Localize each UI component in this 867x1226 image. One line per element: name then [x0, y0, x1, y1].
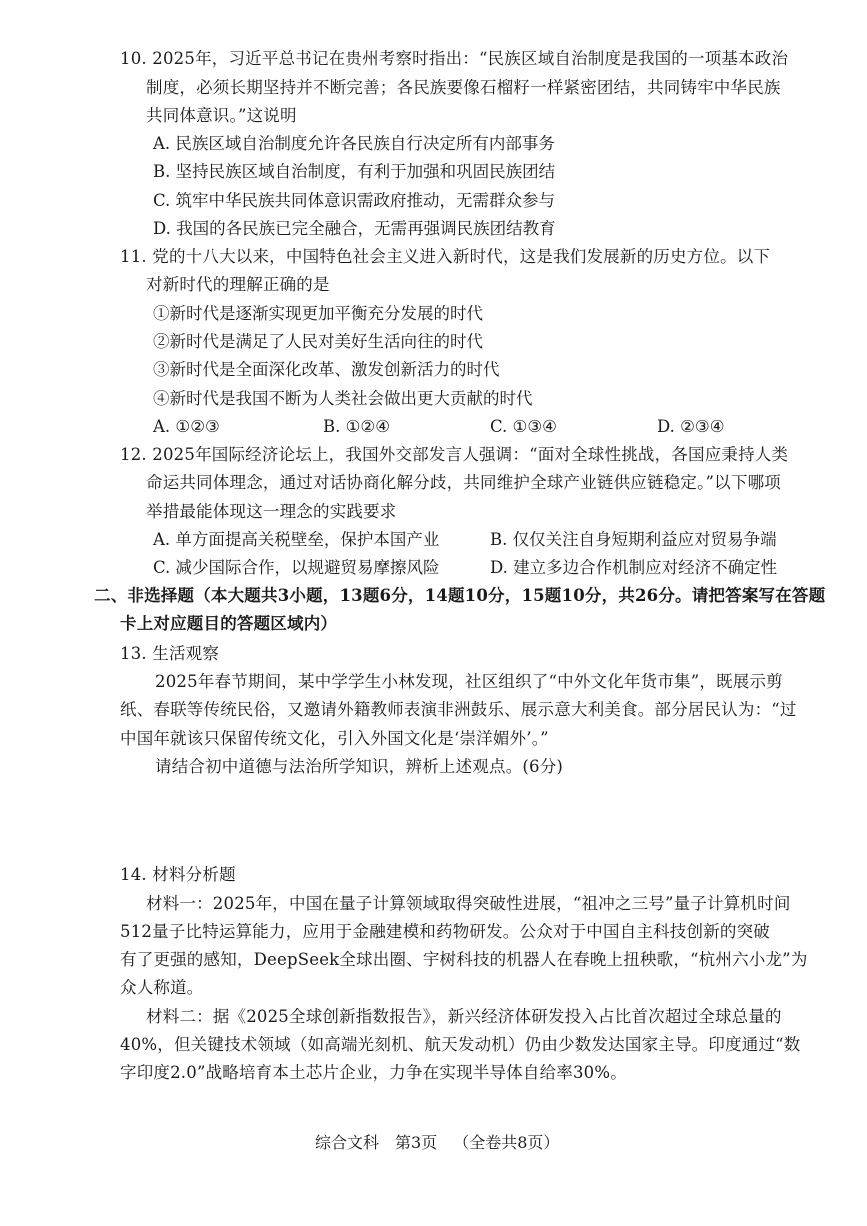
question-12-option-b: B. 仅仅关注自身短期利益应对贸易争端 — [490, 530, 777, 549]
question-13-material-line-3: 中国年就该只保留传统文化，引入外国文化是‘崇洋媚外’。” — [120, 729, 549, 748]
question-12-line-2: 命运共同体理念，通过对话协商化解分歧，共同维护全球产业链供应链稳定。”以下哪项 — [146, 473, 781, 492]
question-11-line-2: 对新时代的理解正确的是 — [146, 275, 330, 294]
question-10-option-a: A. 民族区域自治制度允许各民族自行决定所有内部事务 — [153, 134, 555, 153]
question-12-line-1: 12. 2025年国际经济论坛上，我国外交部发言人强调：“面对全球性挑战，各国应秉持人类 — [120, 445, 789, 464]
question-12-option-c: C. 减少国际合作，以规避贸易摩擦风险 — [153, 558, 440, 577]
page-footer — [315, 1132, 575, 1154]
footer-page-number: 第3页 — [395, 1133, 438, 1152]
question-14-material-1-line-3: 有了更强的感知，DeepSeek全球出圈、宇树科技的机器人在春晚上扭秧歌，“杭州六小龙”为 — [120, 950, 808, 969]
question-10-line-1: 10. 2025年，习近平总书记在贵州考察时指出：“民族区域自治制度是我国的一项基本政治 — [120, 49, 789, 68]
footer-subject: 综合文科 — [315, 1133, 380, 1152]
question-14-material-2-line-2: 40%，但关键技术领域（如高端光刻机、航天发动机）仍由少数发达国家主导。印度通过“数 — [120, 1035, 801, 1054]
question-13-material-line-2: 纸、春联等传统民俗，又邀请外籍教师表演非洲鼓乐、展示意大利美食。部分居民认为：“过 — [120, 700, 797, 719]
question-14-material-1-line-2: 512量子比特运算能力，应用于金融建模和药物研发。公众对于中国自主科技创新的突破 — [120, 922, 770, 941]
question-12-line-3: 举措最能体现这一理念的实践要求 — [146, 502, 397, 521]
question-14-title: 14. 材料分析题 — [120, 865, 236, 884]
question-10-option-b: B. 坚持民族区域自治制度，有利于加强和巩固民族团结 — [153, 162, 556, 181]
question-11-statement-3: ③新时代是全面深化改革、激发创新活力的时代 — [153, 360, 500, 379]
section-2-heading-line-1: 二、非选择题（本大题共3小题，13题6分，14题10分，15题10分，共26分。请把答案写在答题 — [94, 586, 826, 605]
question-12-option-a: A. 单方面提高关税壁垒，保护本国产业 — [153, 530, 440, 549]
question-11-option-a: A. ①②③ — [153, 417, 220, 436]
question-11-option-d: D. ②③④ — [657, 417, 725, 436]
question-12-option-d: D. 建立多边合作机制应对经济不确定性 — [490, 558, 778, 577]
question-10-option-c: C. 筑牢中华民族共同体意识需政府推动，无需群众参与 — [153, 191, 556, 210]
question-11-option-b: B. ①②④ — [323, 417, 390, 436]
question-11-option-c: C. ①③④ — [490, 417, 557, 436]
question-13-prompt: 请结合初中道德与法治所学知识，辨析上述观点。(6分) — [155, 757, 564, 776]
question-10-line-3: 共同体意识。”这说明 — [146, 106, 297, 125]
question-13-title: 13. 生活观察 — [120, 644, 220, 663]
question-11-line-1: 11. 党的十八大以来，中国特色社会主义进入新时代，这是我们发展新的历史方位。以下 — [120, 247, 771, 266]
question-10-option-d: D. 我国的各民族已完全融合，无需再强调民族团结教育 — [153, 219, 556, 238]
question-14-material-2-line-1: 材料二：据《2025全球创新指数报告》，新兴经济体研发投入占比首次超过全球总量的 — [146, 1007, 782, 1026]
question-11-statement-2: ②新时代是满足了人民对美好生活向往的时代 — [153, 332, 483, 351]
question-14-material-1-line-1: 材料一：2025年，中国在量子计算领域取得突破性进展，“祖冲之三号”量子计算机时间 — [146, 894, 791, 913]
question-14-material-2-line-3: 字印度2.0”战略培育本土芯片企业，力争在实现半导体自给率30%。 — [120, 1063, 627, 1082]
question-13-material-line-1: 2025年春节期间，某中学学生小林发现，社区组织了“中外文化年货市集”，既展示剪 — [155, 672, 783, 691]
footer-total-pages: （全卷共8页） — [453, 1133, 560, 1152]
section-2-heading-line-2: 卡上对应题目的答题区域内） — [120, 614, 338, 633]
question-14-material-1-line-4: 众人称道。 — [120, 978, 204, 997]
question-11-statement-1: ①新时代是逐渐实现更加平衡充分发展的时代 — [153, 304, 483, 323]
question-11-statement-4: ④新时代是我国不断为人类社会做出更大贡献的时代 — [153, 389, 533, 408]
question-10-line-2: 制度，必须长期坚持并不断完善；各民族要像石榴籽一样紧密团结，共同铸牢中华民族 — [146, 78, 781, 97]
